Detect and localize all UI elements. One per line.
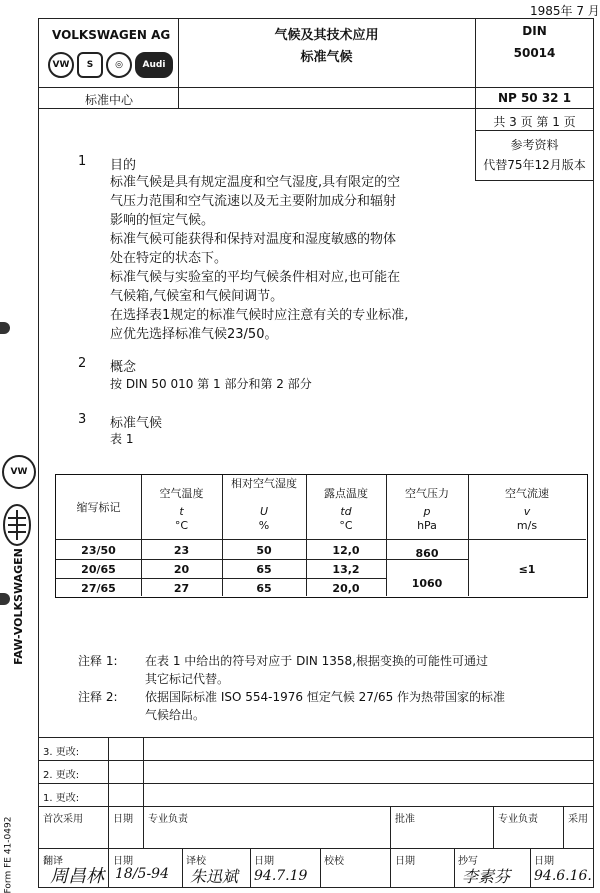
replaces-note: 代替75年12月版本 <box>483 158 586 172</box>
section-number: 1 <box>78 154 87 169</box>
col-unit: °C <box>339 519 353 532</box>
body-line: 处在特定的状态下。 <box>110 251 228 266</box>
date-label: 日期 <box>113 814 133 825</box>
note-text: 其它标记代替。 <box>145 672 230 686</box>
note-label: 注释 2: <box>78 690 118 704</box>
col-unit: °C <box>174 519 189 532</box>
note-text: 依据国际标准 ISO 554-1976 恒定气候 27/65 作为热带国家的标准 <box>145 690 506 704</box>
form-number: Form FE 41-0492 <box>3 816 14 893</box>
col-symbol: p <box>423 505 431 518</box>
section-title: 概念 <box>110 360 137 375</box>
binding-hole <box>0 322 10 334</box>
divider <box>320 848 321 888</box>
company-name: VOLKSWAGEN AG <box>52 28 171 42</box>
date-label: 日期 <box>534 856 554 867</box>
note-label: 注释 1: <box>78 654 118 668</box>
copy-date: 94.6.16. <box>534 868 592 884</box>
faw-logo-icon <box>2 500 32 550</box>
col-header-dewpoint: 露点温度 <box>324 487 368 500</box>
department: 标准中心 <box>85 93 134 107</box>
divider <box>493 806 494 848</box>
row-abbr: 23/50 <box>81 544 116 557</box>
divider <box>143 737 144 806</box>
col-header-pressure: 空气压力 <box>405 487 449 500</box>
section-number: 3 <box>78 412 87 427</box>
vw-logo-icon: VW <box>2 455 36 489</box>
translator-signature: 周昌林 <box>50 866 104 887</box>
body-line: 影响的恒定气候。 <box>110 213 215 228</box>
divider <box>108 806 109 888</box>
change-label: 3. 更改: <box>43 747 80 758</box>
translate-label: 翻译 <box>43 856 63 867</box>
specialist-label: 专业负责 <box>148 814 188 825</box>
divider <box>250 848 251 888</box>
note-text: 气候给出。 <box>145 708 206 722</box>
col-unit: hPa <box>417 519 437 532</box>
section-body: 按 DIN 50 010 第 1 部分和第 2 部分 <box>110 377 312 391</box>
adopt-label: 采用 <box>568 814 588 825</box>
divider <box>38 737 594 738</box>
col-symbol: t <box>179 505 184 518</box>
binding-hole <box>0 593 10 605</box>
note-text: 在表 1 中给出的符号对应于 DIN 1358,根据变换的可能性可通过 <box>145 654 489 668</box>
proofread-label: 译校 <box>186 856 206 867</box>
date-label: 日期 <box>395 856 415 867</box>
divider <box>390 806 391 888</box>
row-temp: 27 <box>173 582 190 595</box>
row-dewpoint: 20,0 <box>332 582 360 595</box>
divider <box>475 180 594 181</box>
body-line: 气压力范围和空气流速以及无主要附加成分和辐射 <box>110 194 397 209</box>
table-caption: 表 1 <box>110 432 134 446</box>
review-label: 校校 <box>324 856 344 867</box>
row-humidity: 65 <box>256 563 272 576</box>
col-header-temp: 空气温度 <box>159 487 204 500</box>
translate-date: 18/5-94 <box>115 866 169 882</box>
body-line: 在选择表1规定的标准气候时应注意有关的专业标准, <box>110 308 409 323</box>
vw-logo-icon: VW <box>48 52 74 78</box>
doc-subtitle: 标准气候 <box>300 50 353 65</box>
first-adopt-label: 首次采用 <box>43 814 83 825</box>
proof-date: 94.7.19 <box>254 868 308 884</box>
document-date: 1985年 7 月 <box>530 4 600 18</box>
proofreader-signature: 朱迅斌 <box>190 867 239 886</box>
change-label: 2. 更改: <box>43 770 80 781</box>
col-unit: % <box>258 519 270 532</box>
date-label: 日期 <box>113 856 133 867</box>
body-line: 标准气候可能获得和保持对温度和湿度敏感的物体 <box>110 232 397 247</box>
airspeed-value: ≤1 <box>518 563 536 576</box>
pressure-min: 860 <box>415 547 439 560</box>
body-line: 标准气候与实验室的平均气候条件相对应,也可能在 <box>110 270 401 285</box>
divider <box>38 806 594 807</box>
divider <box>143 806 144 848</box>
row-temp: 23 <box>173 544 190 557</box>
divider <box>530 848 531 888</box>
pressure-max: 1060 <box>411 577 443 590</box>
row-temp: 20 <box>173 563 190 576</box>
divider <box>108 737 109 806</box>
side-brand: FAW-VOLKSWAGEN <box>11 548 25 665</box>
section-title: 目的 <box>110 158 137 173</box>
divider <box>38 87 594 88</box>
col-header-airspeed: 空气流速 <box>505 487 549 500</box>
standard-climate-table <box>55 474 588 598</box>
divider <box>475 130 594 131</box>
body-line: 应优先选择标准气候23/50。 <box>110 327 278 342</box>
din-label: DIN <box>522 24 547 38</box>
row-humidity: 50 <box>256 544 272 557</box>
page-count: 共 3 页 第 1 页 <box>493 115 576 129</box>
doc-title: 气候及其技术应用 <box>274 28 379 43</box>
change-label: 1. 更改: <box>43 793 80 804</box>
copy-label: 抄写 <box>458 856 478 867</box>
section-number: 2 <box>78 356 87 371</box>
body-line: 标准气候是具有规定温度和空气湿度,具有限定的空 <box>110 175 401 190</box>
section-title: 标准气候 <box>110 416 163 431</box>
divider <box>38 760 594 761</box>
col-header-humidity: 相对空气湿度 <box>231 477 297 490</box>
copyist-signature: 李素芬 <box>462 867 511 886</box>
divider <box>38 783 594 784</box>
din-number: 50014 <box>513 46 556 60</box>
divider <box>454 848 455 888</box>
row-dewpoint: 13,2 <box>332 563 360 576</box>
audi-logo-icon: Audi <box>135 52 173 78</box>
seat-logo-icon: S <box>77 52 103 78</box>
col-unit: m/s <box>516 519 538 532</box>
col-header-abbr: 缩写标记 <box>76 501 121 514</box>
date-label: 日期 <box>254 856 274 867</box>
specialist-label: 专业负责 <box>498 814 538 825</box>
approve-label: 批准 <box>395 814 415 825</box>
divider <box>38 848 594 849</box>
reference-label: 参考资料 <box>510 138 559 152</box>
section-body <box>110 173 470 344</box>
row-dewpoint: 12,0 <box>332 544 360 557</box>
brand-logos <box>48 52 173 78</box>
row-abbr: 27/65 <box>81 582 116 595</box>
divider <box>563 806 564 848</box>
divider <box>38 108 594 109</box>
doc-number: NP 50 32 1 <box>497 91 572 105</box>
col-symbol: td <box>340 505 352 518</box>
row-abbr: 20/65 <box>81 563 116 576</box>
skoda-logo-icon: ◎ <box>106 52 132 78</box>
divider <box>182 848 183 888</box>
col-symbol: U <box>259 505 269 518</box>
col-symbol: v <box>523 505 531 518</box>
body-line: 气候箱,气候室和气候间调节。 <box>110 289 284 304</box>
row-humidity: 65 <box>256 582 272 595</box>
